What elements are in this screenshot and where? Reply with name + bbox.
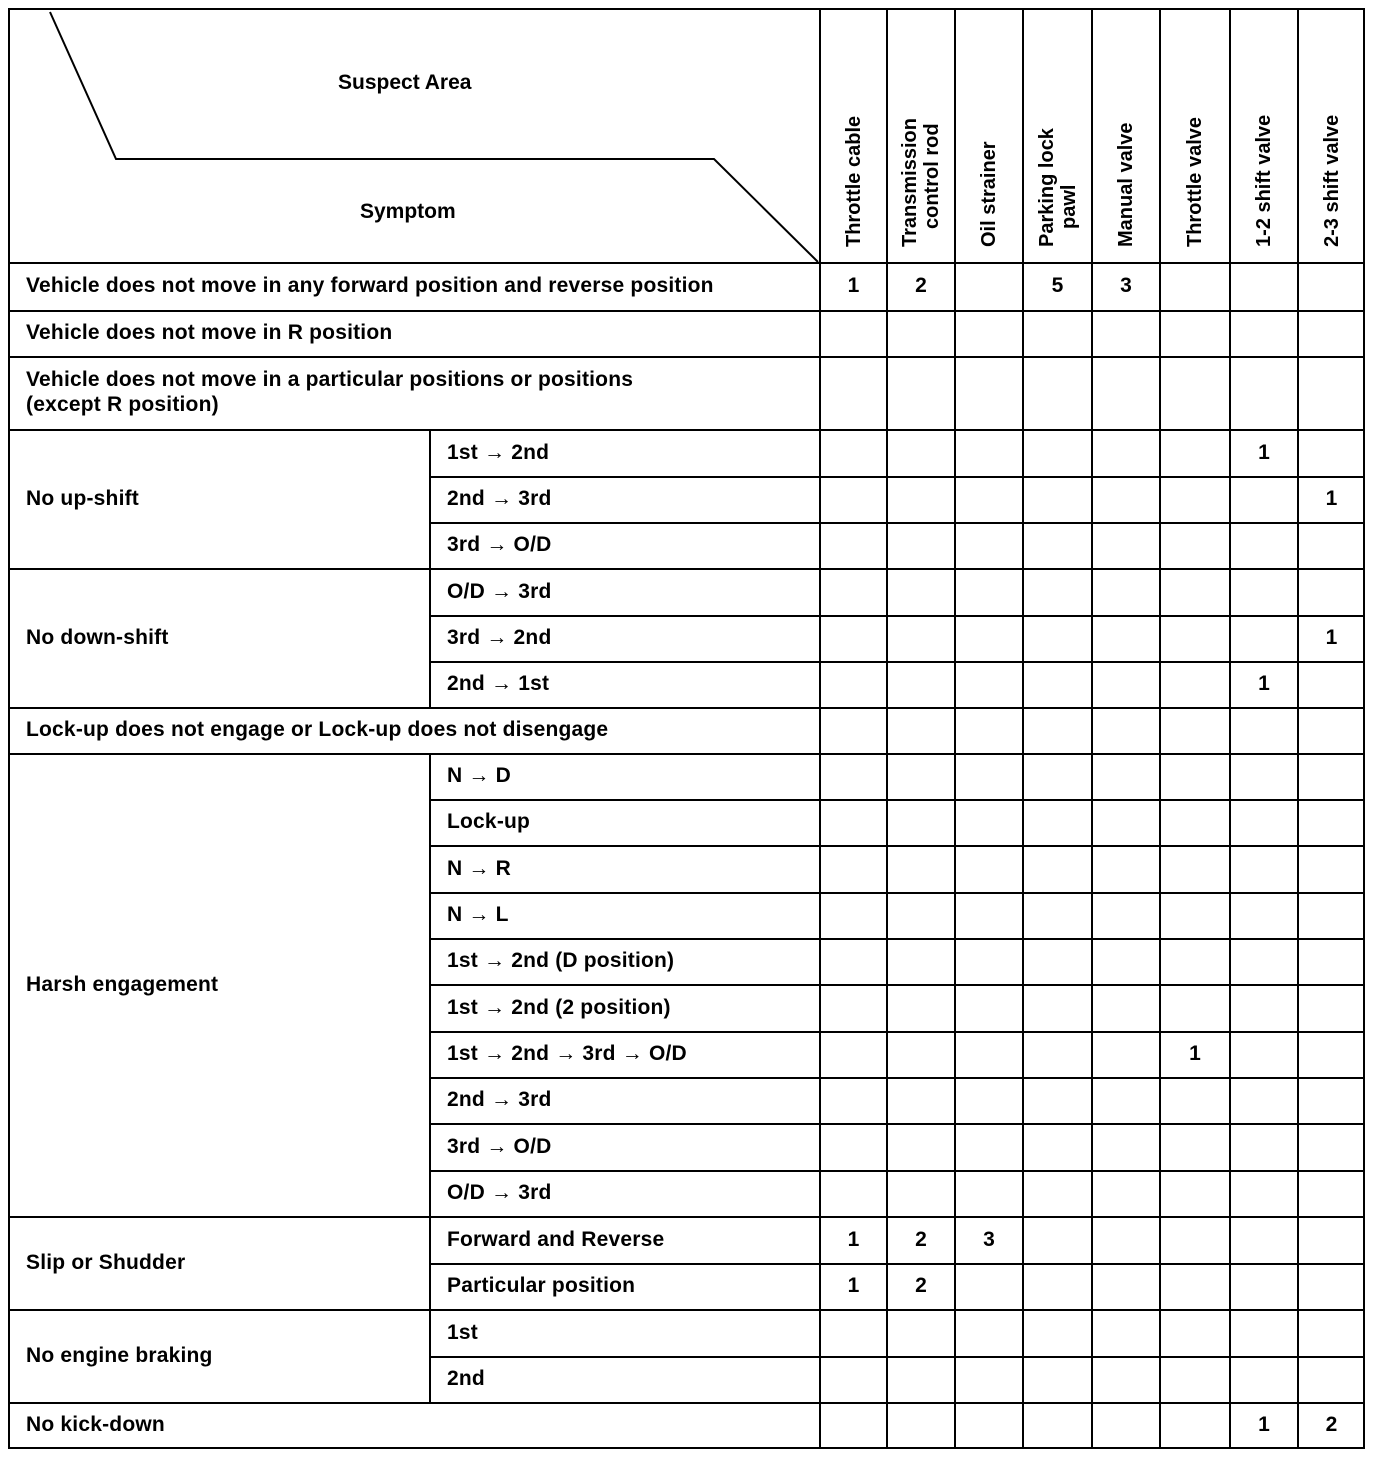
symptom-group-label: Harsh engagement [26, 972, 219, 996]
column-header-line: Throttle cable [842, 115, 865, 247]
sub-condition-label: 3rd → O/D [447, 533, 552, 556]
column-header-line: control rod [921, 123, 943, 229]
symptom-label: Vehicle does not move in a particular positions or positions [26, 367, 634, 391]
sub-condition-label: 1st → 2nd [447, 440, 550, 464]
column-header-line: 2-3 shift valve [1320, 114, 1343, 247]
column-header-line: pawl [1057, 184, 1080, 229]
sub-condition-label: N → L [447, 903, 509, 926]
priority-value: 3 [983, 1227, 995, 1251]
priority-value: 1 [1258, 1413, 1270, 1436]
sub-condition-label: O/D → 3rd [447, 1181, 552, 1204]
column-header-5 [1115, 7, 1137, 247]
column-header-line: 1-2 shift valve [1253, 114, 1275, 247]
symptom-group-label: No up-shift [26, 486, 140, 510]
priority-value: 1 [1189, 1042, 1201, 1065]
sub-condition-label: 1st → 2nd (D position) [447, 949, 675, 972]
symptom-label: Lock-up does not engage or Lock-up does not disengage [26, 718, 609, 741]
column-header-6 [1184, 7, 1206, 247]
symptom-heading: Symptom [360, 200, 456, 223]
column-header-4 [1036, 7, 1080, 247]
symptom-label: Vehicle does not move in any forward position and reverse position [26, 274, 714, 297]
column-header-line: Throttle valve [1184, 116, 1206, 247]
column-header-line: Manual valve [1115, 122, 1137, 247]
sub-condition-label: 3rd → 2nd [447, 626, 552, 649]
symptom-label: No kick-down [26, 1413, 165, 1436]
priority-value: 2 [915, 1274, 927, 1297]
column-header-1 [843, 7, 865, 247]
priority-value: 1 [847, 274, 860, 297]
column-header-line: Transmission [899, 118, 921, 247]
priority-value: 1 [1325, 487, 1338, 510]
sub-condition-label: Forward and Reverse [447, 1227, 665, 1251]
symptom-group-label: Slip or Shudder [26, 1250, 186, 1274]
sub-condition-label: 2nd → 1st [447, 672, 550, 695]
sub-condition-label: 2nd → 3rd [447, 1088, 552, 1111]
priority-value: 2 [915, 1227, 927, 1251]
priority-value: 3 [1120, 274, 1132, 297]
column-header-line: Parking lock [1035, 128, 1058, 247]
priority-value: 2 [915, 274, 927, 297]
sub-condition-label: 1st → 2nd → 3rd → O/D [447, 1042, 687, 1065]
column-header-8 [1321, 7, 1343, 247]
priority-value: 1 [1325, 626, 1338, 649]
sub-condition-label: 1st → 2nd (2 position) [447, 995, 671, 1019]
sub-condition-label: 3rd → O/D [447, 1134, 552, 1158]
column-header-line: Oil strainer [978, 141, 1000, 247]
symptom-label: Vehicle does not move in R position [26, 321, 393, 344]
column-header-2 [899, 7, 943, 247]
symptom-group-label: No engine braking [26, 1343, 213, 1367]
priority-value: 1 [1258, 672, 1270, 695]
symptom-label: (except R position) [26, 392, 219, 416]
sub-condition-label: 1st [447, 1320, 478, 1344]
priority-value: 1 [847, 1227, 860, 1251]
sub-condition-label: Particular position [447, 1274, 636, 1297]
sub-condition-label: Lock-up [447, 810, 531, 833]
sub-condition-label: 2nd → 3rd [447, 487, 552, 510]
priority-value: 1 [1258, 440, 1270, 464]
column-header-7 [1253, 7, 1275, 247]
sub-condition-label: O/D → 3rd [447, 579, 552, 603]
sub-condition-label: 2nd [447, 1367, 485, 1390]
priority-value: 2 [1325, 1413, 1338, 1436]
sub-condition-label: N → D [447, 764, 511, 787]
priority-value: 1 [847, 1274, 860, 1297]
symptom-group-label: No down-shift [26, 625, 169, 649]
sub-condition-label: N → R [447, 856, 511, 880]
priority-value: 5 [1051, 274, 1064, 297]
suspect-area-heading: Suspect Area [338, 71, 472, 94]
column-header-3 [978, 7, 1000, 247]
